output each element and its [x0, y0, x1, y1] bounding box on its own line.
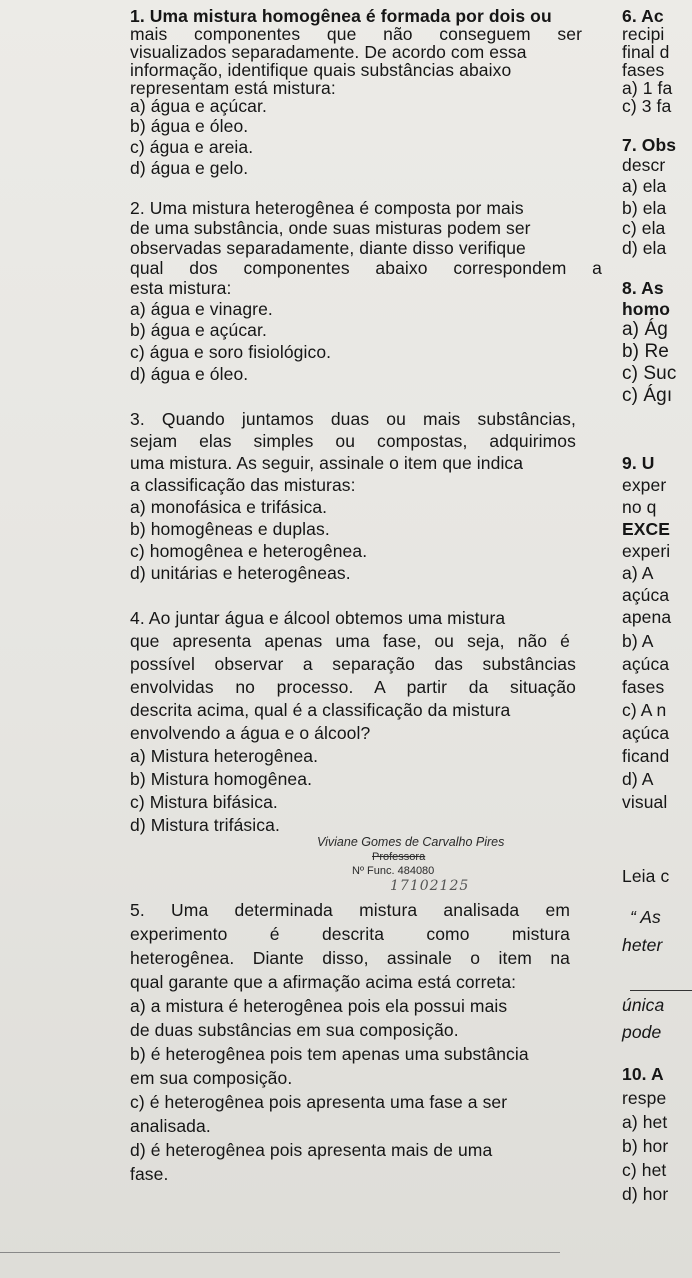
right-col-text: fases [622, 60, 665, 80]
q1-option-d: d) água e gelo. [130, 158, 249, 178]
right-col-option: c) Ágı [622, 385, 673, 406]
q5-option-b-line-1: b) é heterogênea pois tem apenas uma substância [130, 1044, 529, 1064]
q2-line-5: esta mistura: [130, 278, 232, 298]
right-col-option: a) het [622, 1112, 668, 1132]
q4-option-d: d) Mistura trifásica. [130, 815, 280, 835]
q5-line-3: heterogênea. Diante disso, assinale o item na [130, 948, 570, 968]
q4-line-3: possível observar a separação das substâncias [130, 654, 576, 674]
q3-option-c: c) homogênea e heterogênea. [130, 541, 368, 561]
q1-line-5: representam está mistura: [130, 78, 336, 98]
right-col-option: d) A [622, 769, 654, 789]
right-col-option: c) het [622, 1160, 667, 1180]
right-col-text: EXCE [622, 519, 671, 539]
q4-line-6: envolvendo a água e o álcool? [130, 723, 371, 743]
right-col-text: no q [622, 497, 657, 517]
q2-option-d: d) água e óleo. [130, 364, 249, 384]
q1-line-4: informação, identifique quais substâncias abaixo [130, 60, 512, 80]
q4-line-2: que apresenta apenas uma fase, ou seja, não é [130, 631, 570, 651]
q4-option-b: b) Mistura homogênea. [130, 769, 313, 789]
right-col-option: a) ela [622, 176, 667, 196]
q5-option-c-line-2: analisada. [130, 1116, 211, 1136]
right-col-text: recipi [622, 24, 665, 44]
q1-line-2: mais componentes que não conseguem ser [130, 24, 582, 44]
q5-option-a-line-1: a) a mistura é heterogênea pois ela possui mais [130, 996, 508, 1016]
teacher-stamp-role: Professora [372, 851, 426, 863]
right-col-text: açúca [622, 723, 670, 743]
q3-option-b: b) homogêneas e duplas. [130, 519, 330, 539]
q3-line-2: sejam elas simples ou compostas, adquirimos [130, 431, 576, 451]
right-col-text: final d [622, 42, 670, 62]
q5-option-a-line-2: de duas substâncias em sua composição. [130, 1020, 459, 1040]
q5-line-4: qual garante que a afirmação acima está correta: [130, 972, 517, 992]
q5-option-c-line-1: c) é heterogênea pois apresenta uma fase a ser [130, 1092, 508, 1112]
right-col-text: açúca [622, 585, 670, 605]
q1-line-3: visualizados separadamente. De acordo com essa [130, 42, 527, 62]
right-col-option: b) Re [622, 341, 669, 362]
q5-line-2: experimento é descrita como mistura [130, 924, 570, 944]
q10-head: 10. A [622, 1064, 664, 1084]
q1-option-c: c) água e areia. [130, 137, 254, 157]
right-col-option: a) Ág [622, 319, 668, 340]
q4-option-c: c) Mistura bifásica. [130, 792, 278, 812]
q3-option-a: a) monofásica e trifásica. [130, 497, 328, 517]
page-bottom-divider [0, 1252, 560, 1253]
right-col-quote: “ As [630, 907, 661, 927]
q4-line-5: descrita acima, qual é a classificação da mistura [130, 700, 511, 720]
q4-line-4: envolvidas no processo. A partir da situação [130, 677, 576, 697]
q1-option-a: a) água e açúcar. [130, 96, 267, 116]
q2-option-c: c) água e soro fisiológico. [130, 342, 332, 362]
q9-head: 9. U [622, 453, 655, 473]
right-col-text: açúca [622, 654, 670, 674]
teacher-stamp-name: Viviane Gomes de Carvalho Pires [317, 835, 505, 849]
right-col-option: b) ela [622, 198, 667, 218]
q3-line-3: uma mistura. As seguir, assinale o item que indica [130, 453, 524, 473]
right-col-text: ficand [622, 746, 670, 766]
right-col-text: homo [622, 299, 671, 319]
right-col-text: respe [622, 1088, 667, 1108]
q5-option-d-line-2: fase. [130, 1164, 169, 1184]
q2-line-4: qual dos componentes abaixo correspondem a [130, 258, 602, 278]
q1-option-b: b) água e óleo. [130, 116, 249, 136]
right-col-text: exper [622, 475, 667, 495]
right-col-quote: heter [622, 935, 663, 955]
q3-line-1: 3. Quando juntamos duas ou mais substâncias, [130, 409, 576, 429]
right-col-option: c) A n [622, 700, 667, 720]
right-col-option: d) ela [622, 238, 667, 258]
q3-line-4: a classificação das misturas: [130, 475, 356, 495]
right-col-text: descr [622, 155, 666, 175]
right-col-option: a) A [622, 563, 654, 583]
right-col-option: b) A [622, 631, 654, 651]
right-col-quote: pode [622, 1022, 662, 1042]
q7-head: 7. Obs [622, 135, 677, 155]
teacher-stamp-number: Nº Func. 484080 [352, 865, 435, 877]
q5-option-d-line-1: d) é heterogênea pois apresenta mais de uma [130, 1140, 493, 1160]
right-col-text: fases [622, 677, 665, 697]
q2-option-a: a) água e vinagre. [130, 299, 273, 319]
teacher-signature: 17102125 [390, 878, 470, 894]
q1-line-1: 1. Uma mistura homogênea é formada por dois ou [130, 6, 552, 26]
right-col-option: a) 1 fa [622, 78, 673, 98]
answer-blank-line [630, 990, 692, 991]
right-col-option: c) 3 fa [622, 96, 672, 116]
q2-line-1: 2. Uma mistura heterogênea é composta por mais [130, 198, 524, 218]
q6-head: 6. Ac [622, 6, 664, 26]
q2-line-3: observadas separadamente, diante disso verifique [130, 238, 526, 258]
q3-option-d: d) unitárias e heterogêneas. [130, 563, 351, 583]
right-col-option: d) hor [622, 1184, 669, 1204]
q2-line-2: de uma substância, onde suas misturas podem ser [130, 218, 531, 238]
right-col-option: c) ela [622, 218, 666, 238]
q4-line-1: 4. Ao juntar água e álcool obtemos uma mistura [130, 608, 506, 628]
q2-option-b: b) água e açúcar. [130, 320, 267, 340]
q4-option-a: a) Mistura heterogênea. [130, 746, 319, 766]
q5-line-1: 5. Uma determinada mistura analisada em [130, 900, 570, 920]
right-col-option: c) Suc [622, 363, 677, 384]
q5-option-b-line-2: em sua composição. [130, 1068, 293, 1088]
right-col-option: b) hor [622, 1136, 669, 1156]
right-col-text: visual [622, 792, 668, 812]
q8-head: 8. As [622, 278, 664, 298]
right-col-text: apena [622, 607, 672, 627]
right-col-text: experi [622, 541, 671, 561]
right-col-quote: única [622, 995, 665, 1015]
right-col-text: Leia c [622, 866, 670, 886]
